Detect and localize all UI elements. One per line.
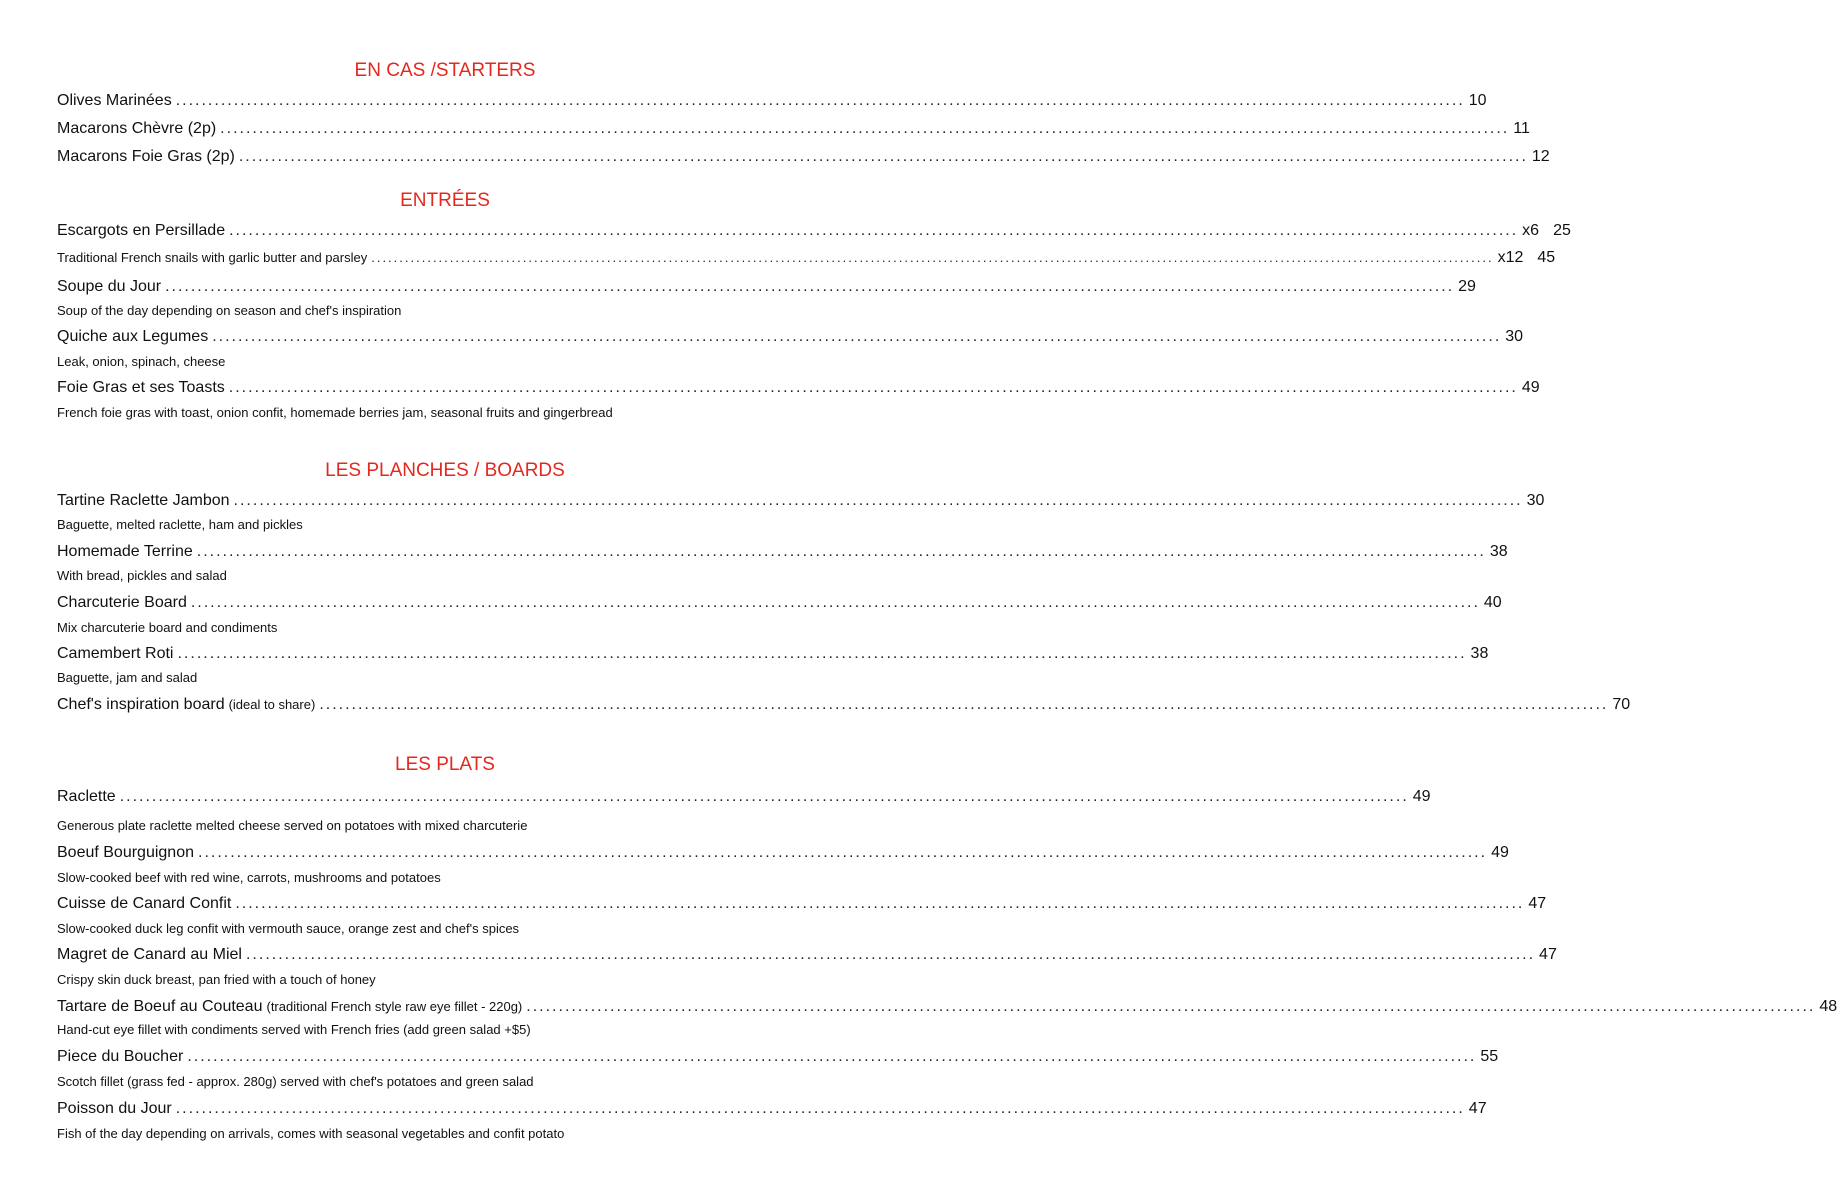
item-price: 30 [1526, 492, 1545, 509]
item-note: (traditional French style raw eye fillet - 220g) [266, 999, 523, 1014]
dot-leader: ........................................................................................................................................................................................................ [187, 1048, 1477, 1065]
menu-item [57, 1046, 1499, 1068]
item-price: 10 [1468, 92, 1487, 109]
item-description: Mix charcuterie board and condiments [57, 620, 278, 635]
item-price: 40 [1483, 594, 1502, 611]
item-note: (ideal to share) [228, 697, 316, 712]
menu-item [57, 490, 1545, 512]
item-name: Traditional French snails with garlic butter and parsley [57, 250, 368, 265]
item-price: 49 [1521, 379, 1540, 396]
menu-item [57, 944, 1557, 966]
dot-leader: ........................................................................................................................................................................................................ [220, 120, 1510, 137]
item-price: 11 [1513, 120, 1530, 137]
dot-leader: ........................................................................................................................................................................................................ [165, 278, 1455, 295]
dot-leader: ........................................................................................................................................................................................................ [175, 92, 1465, 109]
item-name: Cuisse de Canard Confit [57, 895, 232, 912]
dot-leader: ........................................................................................................................................................................................................ [319, 696, 1609, 713]
item-description: Generous plate raclette melted cheese served on potatoes with mixed charcuterie [57, 818, 528, 833]
item-description: Baguette, melted raclette, ham and pickles [57, 517, 303, 532]
item-description: Crispy skin duck breast, pan fried with a touch of honey [57, 972, 376, 987]
item-name: Boeuf Bourguignon [57, 844, 194, 861]
menu-item [57, 541, 1508, 563]
menu-item [57, 220, 1571, 242]
item-price: 47 [1528, 895, 1547, 912]
dot-leader: ........................................................................................................................................................................................................ [175, 1100, 1465, 1117]
menu-item [57, 146, 1550, 168]
item-name: Macarons Chèvre (2p) [57, 120, 217, 137]
item-name: Quiche aux Legumes [57, 328, 209, 345]
item-price: 49 [1491, 844, 1509, 861]
item-price: 47 [1468, 1100, 1487, 1117]
item-price: 48 [1819, 998, 1837, 1015]
item-name: Homemade Terrine [57, 543, 193, 560]
item-name: Escargots en Persillade [57, 222, 226, 239]
dot-leader: ........................................................................................................................................................................................................ [245, 946, 1536, 963]
dot-leader: ........................................................................................................................................................................................................ [190, 594, 1480, 611]
item-name: Soupe du Jour [57, 278, 162, 295]
dot-leader: ........................................................................................................................................................................................................ [196, 543, 1486, 560]
item-name: Olives Marinées [57, 92, 172, 109]
item-price: 12 [1531, 148, 1550, 165]
menu-item [57, 893, 1547, 915]
item-name: Poisson du Jour [57, 1100, 172, 1117]
menu-item [57, 326, 1524, 348]
item-quantity: x12 [1497, 249, 1524, 266]
item-name: Camembert Roti [57, 645, 174, 662]
item-description: With bread, pickles and salad [57, 568, 227, 583]
item-description: Fish of the day depending on arrivals, comes with seasonal vegetables and confit potato [57, 1126, 565, 1141]
menu-item [57, 996, 1837, 1018]
dot-leader: ........................................................................................................................................................................................................ [371, 250, 1494, 265]
item-price: 30 [1505, 328, 1524, 345]
item-description: Scotch fillet (grass fed - approx. 280g) served with chef's potatoes and green salad [57, 1074, 534, 1089]
item-description: Slow-cooked beef with red wine, carrots, mushrooms and potatoes [57, 870, 441, 885]
item-price: 38 [1470, 645, 1489, 662]
item-description: Hand-cut eye fillet with condiments served with French fries (add green salad +$5) [57, 1022, 531, 1037]
item-quantity: x6 [1522, 222, 1540, 239]
menu-item [57, 377, 1540, 399]
menu-item [57, 694, 1631, 716]
item-price: 25 [1553, 222, 1571, 239]
dot-leader: ........................................................................................................................................................................................................ [119, 788, 1409, 805]
section-title-boards: LES PLANCHES / BOARDS [325, 460, 565, 481]
item-price: 70 [1612, 696, 1631, 713]
dot-leader: ........................................................................................................................................................................................................ [198, 844, 1488, 861]
item-name: Foie Gras et ses Toasts [57, 379, 225, 396]
menu-item [57, 1098, 1487, 1120]
dot-leader: ........................................................................................................................................................................................................ [229, 222, 1519, 239]
menu-item [57, 786, 1431, 808]
item-name: Charcuterie Board [57, 594, 187, 611]
item-name: Piece du Boucher [57, 1048, 184, 1065]
dot-leader: ........................................................................................................................................................................................................ [238, 148, 1528, 165]
item-description: Leak, onion, spinach, cheese [57, 354, 226, 369]
dot-leader: ........................................................................................................................................................................................................ [228, 379, 1518, 396]
item-name: Tartare de Boeuf au Couteau [57, 998, 263, 1015]
section-title-starters: EN CAS /STARTERS [354, 60, 536, 81]
dot-leader: ........................................................................................................................................................................................................ [235, 895, 1525, 912]
menu-item [57, 248, 1556, 270]
item-price: 49 [1412, 788, 1431, 805]
item-price: 29 [1458, 278, 1476, 295]
item-description: Baguette, jam and salad [57, 670, 198, 685]
menu-item [57, 643, 1489, 665]
item-price: 55 [1480, 1048, 1499, 1065]
menu-item [57, 276, 1476, 298]
item-description: French foie gras with toast, onion confit, homemade berries jam, seasonal fruits and gingerbread [57, 405, 613, 420]
item-name: Magret de Canard au Miel [57, 946, 242, 963]
dot-leader: ........................................................................................................................................................................................................ [177, 645, 1467, 662]
item-price: 38 [1489, 543, 1508, 560]
item-price: 47 [1539, 946, 1557, 963]
item-name: Macarons Foie Gras (2p) [57, 148, 235, 165]
menu-item [57, 118, 1530, 140]
dot-leader: ........................................................................................................................................................................................................ [526, 998, 1816, 1015]
dot-leader: ........................................................................................................................................................................................................ [212, 328, 1502, 345]
item-price: 45 [1537, 249, 1556, 266]
menu-item [57, 842, 1509, 864]
menu-item [57, 592, 1502, 614]
menu-item [57, 90, 1487, 112]
dot-leader: ........................................................................................................................................................................................................ [233, 492, 1523, 509]
item-name: Raclette [57, 788, 116, 805]
item-name: Tartine Raclette Jambon [57, 492, 230, 509]
item-description: Soup of the day depending on season and chef's inspiration [57, 303, 402, 318]
item-description: Slow-cooked duck leg confit with vermouth sauce, orange zest and chef's spices [57, 921, 520, 936]
section-title-entrees: ENTRÉES [400, 190, 490, 211]
item-name: Chef's inspiration board [57, 696, 225, 713]
section-title-plats: LES PLATS [395, 754, 495, 775]
